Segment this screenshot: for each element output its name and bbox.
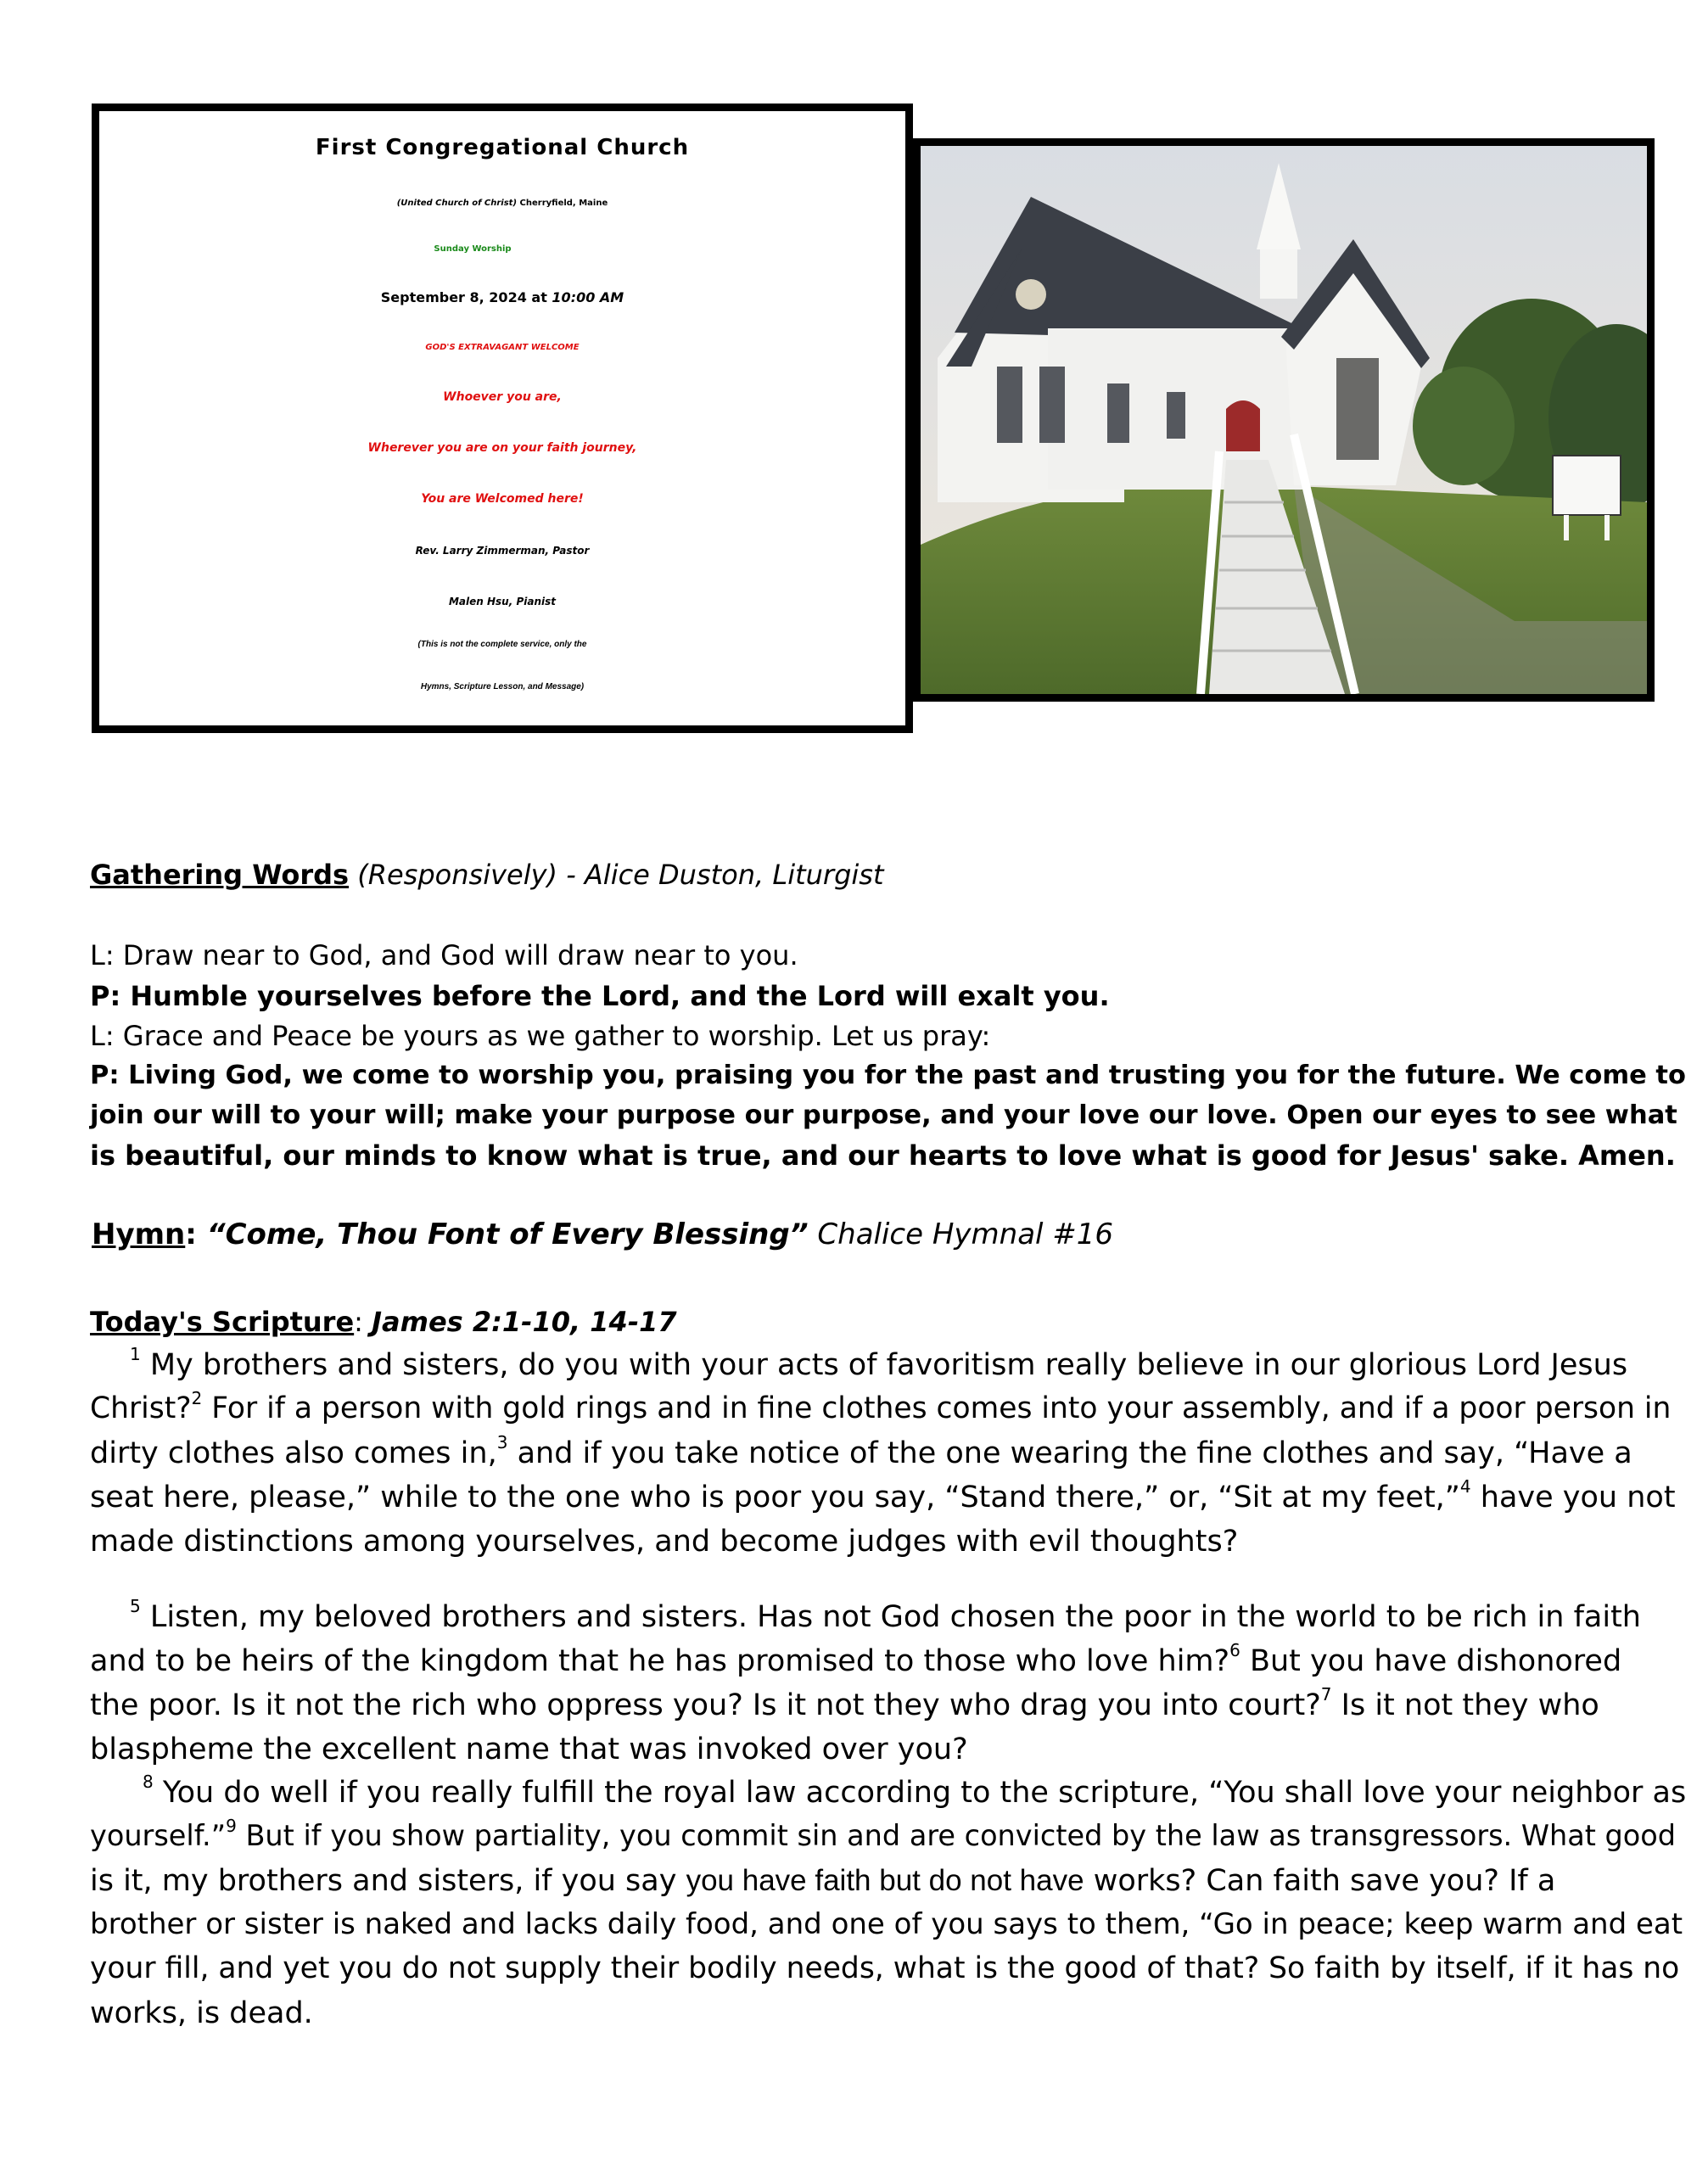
- verse-line: [90, 1432, 1632, 1470]
- welcome-line-2: Wherever you are on your faith journey,: [367, 441, 637, 455]
- verse-line: [90, 1640, 1622, 1678]
- verse-text: is it, my brothers and sisters, if you say: [90, 1864, 686, 1898]
- verse-text: Is it not they who: [1331, 1688, 1599, 1722]
- verse-line: [90, 1864, 1555, 1898]
- scripture-reference: James 2:1-10, 14-17: [372, 1306, 677, 1338]
- denomination-location: [99, 199, 905, 208]
- hymn-line: [92, 1218, 1113, 1251]
- verse-text: Listen, my beloved brothers and sisters. Has not God chosen the poor in the world to be rich in faith: [140, 1600, 1641, 1634]
- verse-line: [90, 1816, 1677, 1853]
- verse-number: 6: [1229, 1640, 1240, 1660]
- verse-number: 8: [143, 1772, 154, 1792]
- verse-line: [130, 1344, 1628, 1382]
- verse-line: brother or sister is naked and lacks daily food, and one of you says to them, “Go in peace; keep warm and eat: [90, 1907, 1683, 1941]
- gathering-line-5: join our will to your will; make your purpose our purpose, and your love our love. Open our eyes to see what: [90, 1100, 1677, 1130]
- denomination: (United Church of Christ): [396, 199, 518, 208]
- verse-number: 7: [1320, 1684, 1332, 1705]
- verse-line: works, is dead.: [90, 1996, 313, 2030]
- welcome-line-1: Whoever you are,: [443, 390, 562, 404]
- verse-line: [143, 1772, 1687, 1810]
- location: Cherryfield, Maine: [517, 199, 608, 208]
- gathering-line-3: L: Grace and Peace be yours as we gather to worship. Let us pray:: [90, 1020, 991, 1052]
- church-illustration: [921, 146, 1647, 694]
- verse-number: 4: [1459, 1476, 1471, 1497]
- gathering-line-6: is beautiful, our minds to know what is true, and our hearts to love what is good for Jesus' sake. Amen.: [90, 1139, 1676, 1172]
- gathering-line-2: P: Humble yourselves before the Lord, and the Lord will exalt you.: [90, 980, 1110, 1012]
- verse-number: 5: [130, 1596, 141, 1616]
- time: 10:00 AM: [552, 289, 624, 305]
- verse-line: blaspheme the excellent name that was invoked over you?: [90, 1733, 968, 1766]
- verse-text: works? Can faith save you? If a: [1084, 1864, 1556, 1898]
- verse-line: [130, 1596, 1641, 1634]
- church-photo: [913, 138, 1655, 702]
- verse-line: [90, 1476, 1676, 1514]
- verse-text: But you have dishonored: [1240, 1644, 1622, 1678]
- verse-text: and if you take notice of the one wearing the fine clothes and say, “Have a: [507, 1436, 1632, 1470]
- scripture-label: Today's Scripture: [90, 1306, 355, 1338]
- pianist: Malen Hsu, Pianist: [448, 596, 557, 607]
- verse-text: yourself.”: [90, 1819, 227, 1852]
- verse-line: your fill, and yet you do not supply their bodily needs, what is the good of that? So faith by itself, if it has no: [90, 1951, 1680, 1985]
- verse-emphasis: you have faith but do not have: [686, 1864, 1084, 1897]
- verse-text: You do well if you really fulfill the royal law according to the scripture, “You shall love your neighbor as: [153, 1776, 1687, 1810]
- scripture-colon: :: [354, 1306, 372, 1338]
- church-name: First Congregational Church: [315, 135, 690, 160]
- date: September 8, 2024 at: [380, 289, 552, 305]
- verse-number: 1: [130, 1344, 141, 1364]
- gathering-subtitle: (Responsively) - Alice Duston, Liturgist: [349, 859, 884, 891]
- verse-text: and to be heirs of the kingdom that he has promised to those who love him?: [90, 1644, 1230, 1678]
- gathering-line-1: L: Draw near to God, and God will draw near to you.: [90, 939, 798, 971]
- verse-line: [90, 1388, 1672, 1426]
- service-date: [99, 291, 905, 305]
- verse-text: For if a person with gold rings and in fine clothes comes into your assembly, and if a poor person in: [202, 1391, 1672, 1425]
- service-note-line-1: (This is not the complete service, only the: [417, 640, 587, 649]
- service-name: Sunday Worship: [434, 244, 512, 254]
- gathering-heading: Gathering Words: [90, 859, 350, 891]
- hymn-source: Chalice Hymnal #16: [808, 1218, 1114, 1251]
- verse-number: 2: [191, 1388, 203, 1408]
- hymn-label: Hymn: [92, 1218, 186, 1251]
- verse-number: 3: [496, 1432, 508, 1453]
- service-info-box: [92, 104, 913, 733]
- gathering-heading-line: [90, 859, 884, 891]
- verse-text: the poor. Is it not the rich who oppress you? Is it not they who drag you into court?: [90, 1688, 1321, 1722]
- verse-text: But if you show partiality, you commit sin and are convicted by the law as transgressors. What good: [236, 1819, 1677, 1852]
- service-note-line-2: Hymns, Scripture Lesson, and Message): [420, 682, 585, 691]
- verse-text: Christ?: [90, 1391, 192, 1425]
- verse-text: have you not: [1470, 1481, 1676, 1514]
- hymn-colon: :: [185, 1218, 207, 1251]
- gathering-line-4: P: Living God, we come to worship you, praising you for the past and trusting you for the future. We come to: [90, 1061, 1686, 1090]
- verse-text: My brothers and sisters, do you with your acts of favoritism really believe in our glorious Lord Jesus: [140, 1348, 1628, 1382]
- verse-number: 9: [226, 1816, 237, 1836]
- scripture-heading-line: [90, 1307, 677, 1338]
- verse-line: made distinctions among yourselves, and become judges with evil thoughts?: [90, 1525, 1239, 1559]
- welcome-line-3: You are Welcomed here!: [421, 492, 584, 506]
- verse-line: [90, 1684, 1599, 1722]
- theme: GOD'S EXTRAVAGANT WELCOME: [425, 343, 580, 352]
- pastor: Rev. Larry Zimmerman, Pastor: [415, 545, 590, 557]
- verse-text: seat here, please,” while to the one who is poor you say, “Stand there,” or, “Sit at my feet,”: [90, 1481, 1460, 1514]
- verse-text: dirty clothes also comes in,: [90, 1436, 497, 1470]
- hymn-title: “Come, Thou Font of Every Blessing”: [206, 1218, 809, 1251]
